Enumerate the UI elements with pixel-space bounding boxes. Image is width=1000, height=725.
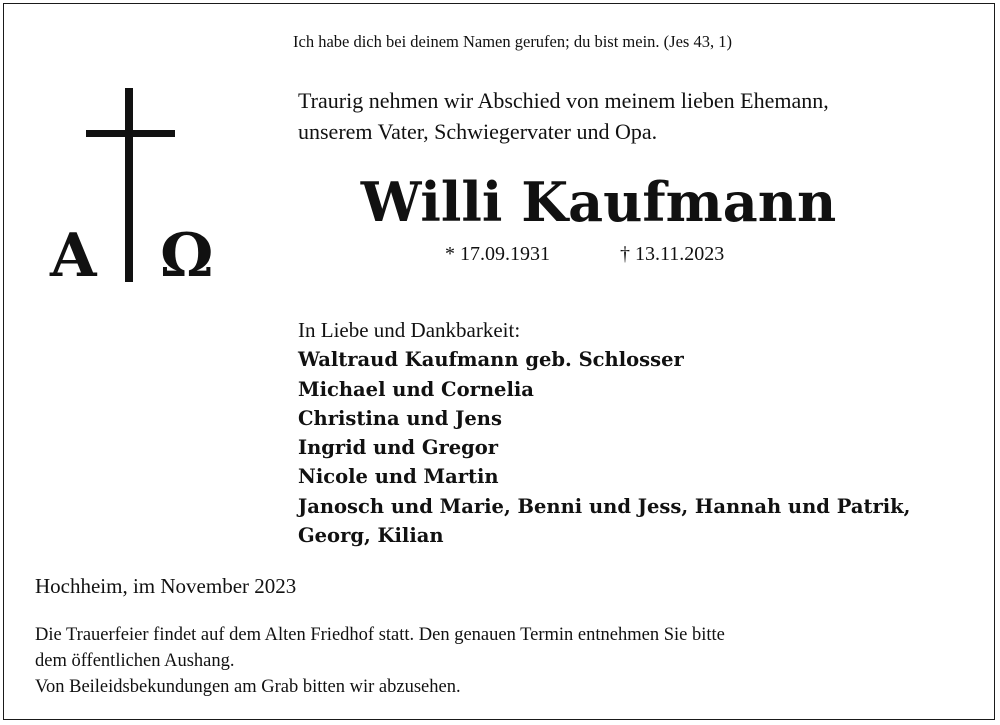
death-date: † 13.11.2023 [620, 243, 725, 265]
cross-vertical-bar [125, 88, 133, 282]
notice-line: dem öffentlichen Aushang. [35, 651, 235, 671]
intro-line: unserem Vater, Schwiegervater und Opa. [298, 119, 658, 144]
family-member: Nicole und Martin [298, 465, 499, 489]
omega-symbol: Ω [160, 221, 214, 291]
place-date: Hochheim, im November 2023 [35, 574, 297, 598]
family-member: Christina und Jens [298, 406, 502, 430]
family-member: Janosch und Marie, Benni und Jess, Hannah und Patrik, [298, 494, 911, 518]
intro-text [298, 85, 829, 147]
cross-horizontal-bar [86, 130, 175, 137]
family-intro: In Liebe und Dankbarkeit: [298, 318, 521, 342]
notice-line: Die Trauerfeier findet auf dem Alten Friedhof statt. Den genauen Termin entnehmen Sie bitte [35, 625, 725, 645]
funeral-notice [35, 622, 725, 700]
deceased-name: Willi Kaufmann [360, 170, 837, 234]
family-member: Ingrid und Gregor [298, 436, 499, 460]
family-member: Waltraud Kaufmann geb. Schlosser [298, 348, 684, 372]
family-member: Michael und Cornelia [298, 377, 534, 401]
bible-verse: Ich habe dich bei deinem Namen gerufen; du bist mein. (Jes 43, 1) [293, 32, 732, 51]
birth-date: * 17.09.1931 [445, 243, 550, 265]
family-list [298, 316, 910, 550]
family-member: Georg, Kilian [298, 524, 444, 548]
intro-line: Traurig nehmen wir Abschied von meinem lieben Ehemann, [298, 88, 829, 113]
notice-line: Von Beileidsbekundungen am Grab bitten wir abzusehen. [35, 677, 461, 697]
alpha-symbol: A [50, 221, 97, 291]
